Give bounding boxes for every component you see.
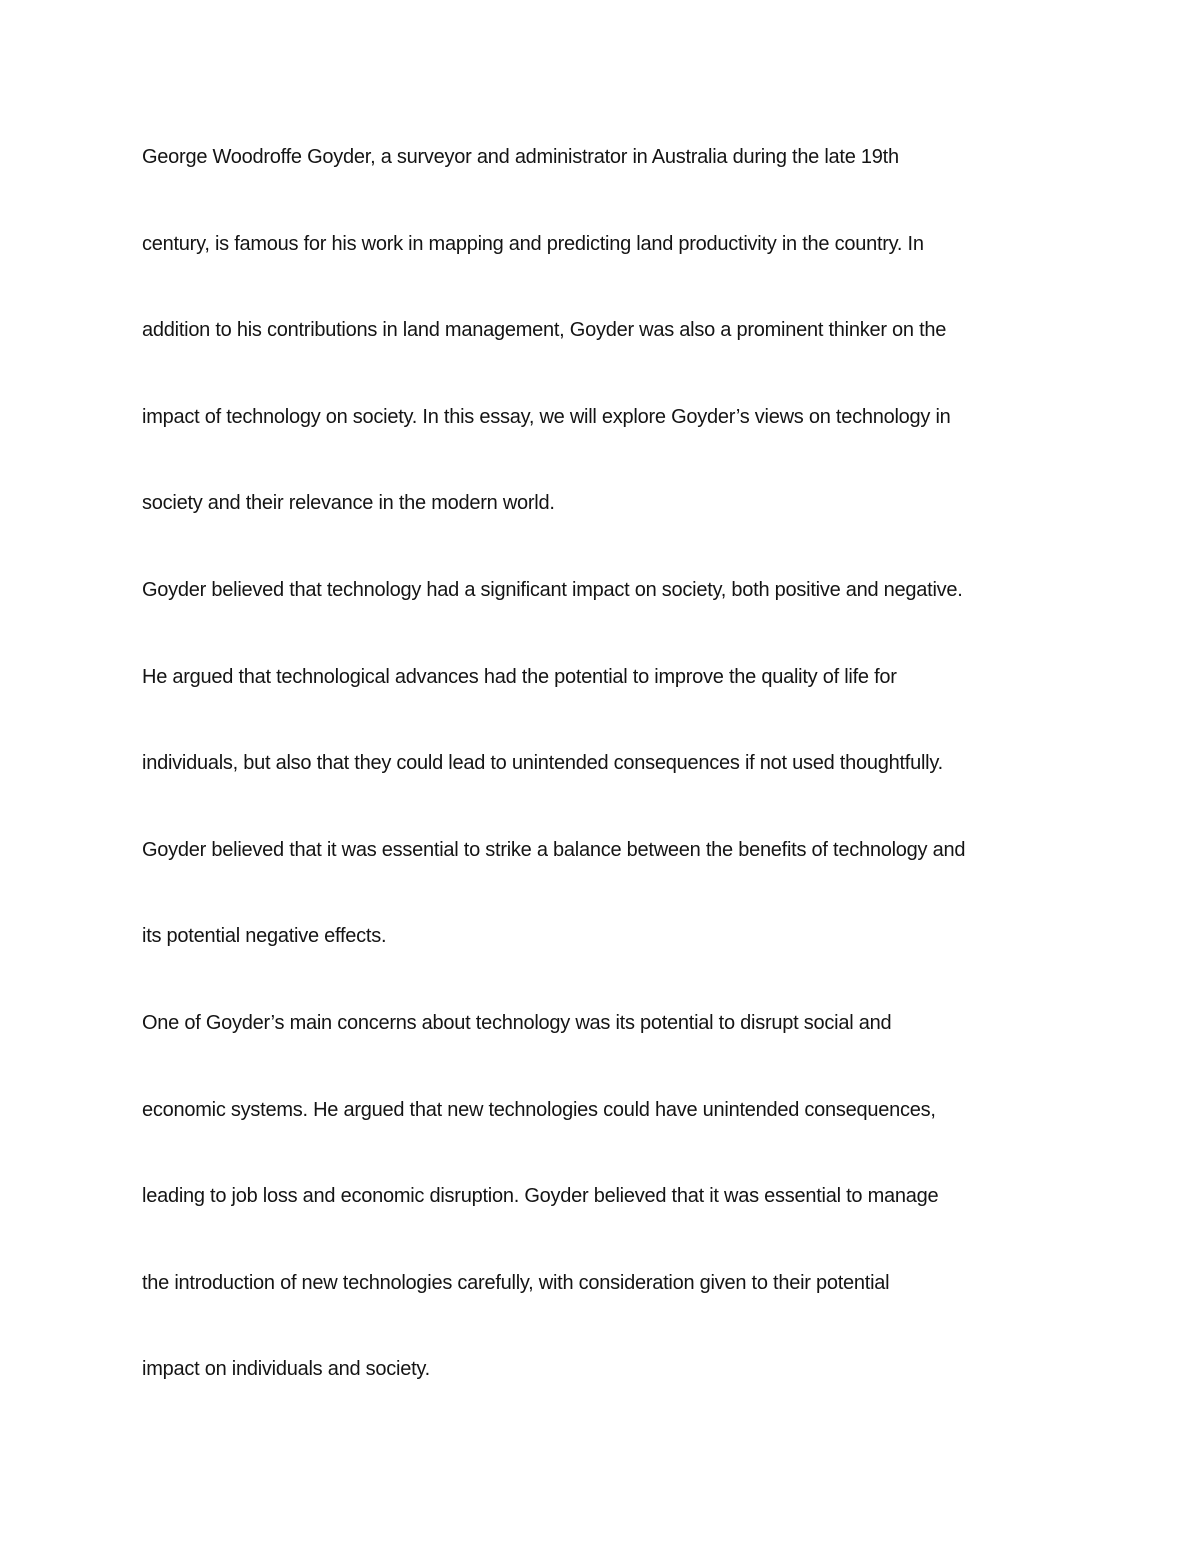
text-line: Goyder believed that it was essential to strike a balance between the benefits of technology and [142,838,966,861]
text-line: economic systems. He argued that new technologies could have unintended consequences, [142,1098,936,1121]
text-line: impact on individuals and society. [142,1358,430,1381]
text-line: leading to job loss and economic disruption. Goyder believed that it was essential to manage [142,1185,939,1208]
text-line: century, is famous for his work in mapping and predicting land productivity in the country. In [142,232,924,255]
text-line: its potential negative effects. [142,925,387,948]
text-line: individuals, but also that they could lead to unintended consequences if not used thoughtfully. [142,752,943,775]
text-line: One of Goyder’s main concerns about technology was its potential to disrupt social and [142,1011,892,1034]
text-line: impact of technology on society. In this essay, we will explore Goyder’s views on technology in [142,405,951,428]
document-body [142,139,1102,1438]
text-line: the introduction of new technologies carefully, with consideration given to their potential [142,1271,890,1294]
text-line: George Woodroffe Goyder, a surveyor and administrator in Australia during the late 19th [142,146,899,168]
text-line: He argued that technological advances had the potential to improve the quality of life for [142,665,897,688]
text-line: Goyder believed that technology had a significant impact on society, both positive and negative. [142,578,963,601]
text-line: addition to his contributions in land management, Goyder was also a prominent thinker on the [142,319,947,342]
text-line: society and their relevance in the modern world. [142,492,555,515]
